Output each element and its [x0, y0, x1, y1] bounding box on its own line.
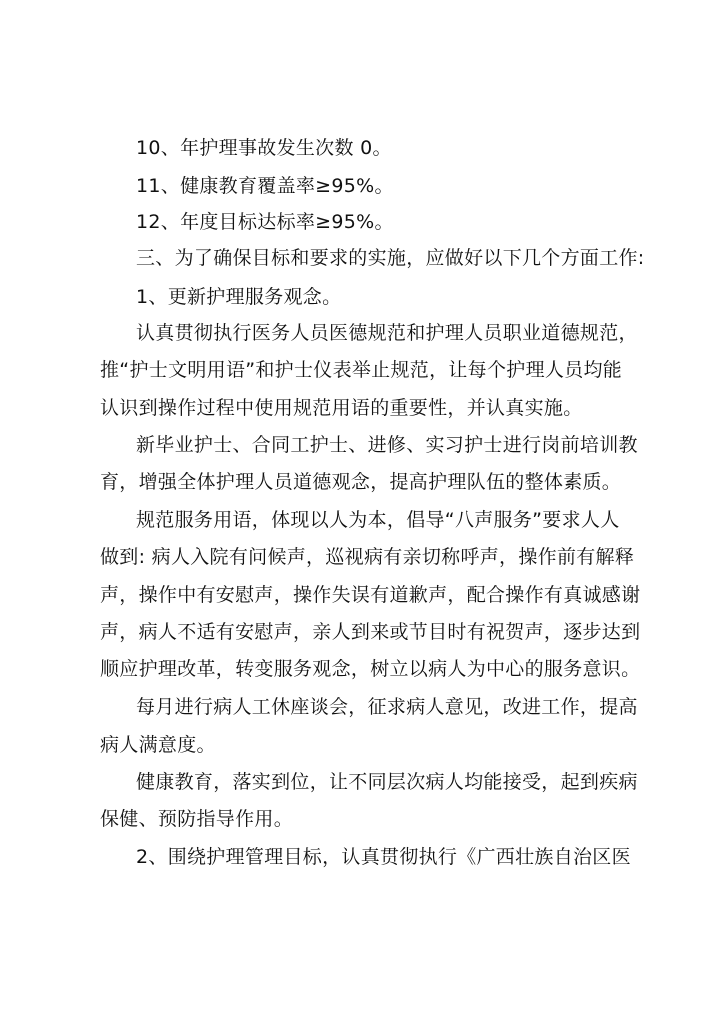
text-line: 病人满意度。: [100, 734, 216, 756]
text-line: 认识到操作过程中使用规范用语的重要性，并认真实施。: [100, 397, 583, 419]
text-line: 健康教育，落实到位，让不同层次病人均能接受，起到疾病: [136, 771, 638, 793]
text-line: 10、年护理事故发生次数 0。: [136, 137, 392, 159]
text-line: 新毕业护士、合同工护士、进修、实习护士进行岗前培训教: [136, 434, 638, 456]
text-line: 推“护士文明用语”和护士仪表举止规范，让每个护理人员均能: [100, 359, 623, 381]
text-line: 规范服务用语，体现以人为本，倡导“八声服务”要求人人: [136, 509, 620, 531]
text-line: 声，操作中有安慰声，操作失误有道歉声，配合操作有真诚感谢: [100, 584, 641, 606]
text-line: 1、更新护理服务观念。: [136, 286, 342, 308]
text-line: 认真贯彻执行医务人员医德规范和护理人员职业道德规范，: [136, 322, 638, 344]
text-line: 三、为了确保目标和要求的实施，应做好以下几个方面工作:: [136, 247, 645, 269]
text-line: 11、健康教育覆盖率≥95%。: [136, 175, 394, 197]
text-line: 顺应护理改革，转变服务观念，树立以病人为中心的服务意识。: [100, 658, 641, 680]
text-line: 做到: 病人入院有问候声，巡视病有亲切称呼声，操作前有解释: [100, 546, 635, 568]
text-line: 12、年度目标达标率≥95%。: [136, 211, 394, 233]
text-line: 保健、预防指导作用。: [100, 808, 294, 830]
text-line: 每月进行病人工休座谈会，征求病人意见，改进工作，提高: [136, 696, 638, 718]
text-line: 声，病人不适有安慰声，亲人到来或节目时有祝贺声，逐步达到: [100, 621, 641, 643]
text-line: 2、围绕护理管理目标，认真贯彻执行《广西壮族自治区医: [136, 846, 631, 868]
text-line: 育，增强全体护理人员道德观念，提高护理队伍的整体素质。: [100, 471, 622, 493]
